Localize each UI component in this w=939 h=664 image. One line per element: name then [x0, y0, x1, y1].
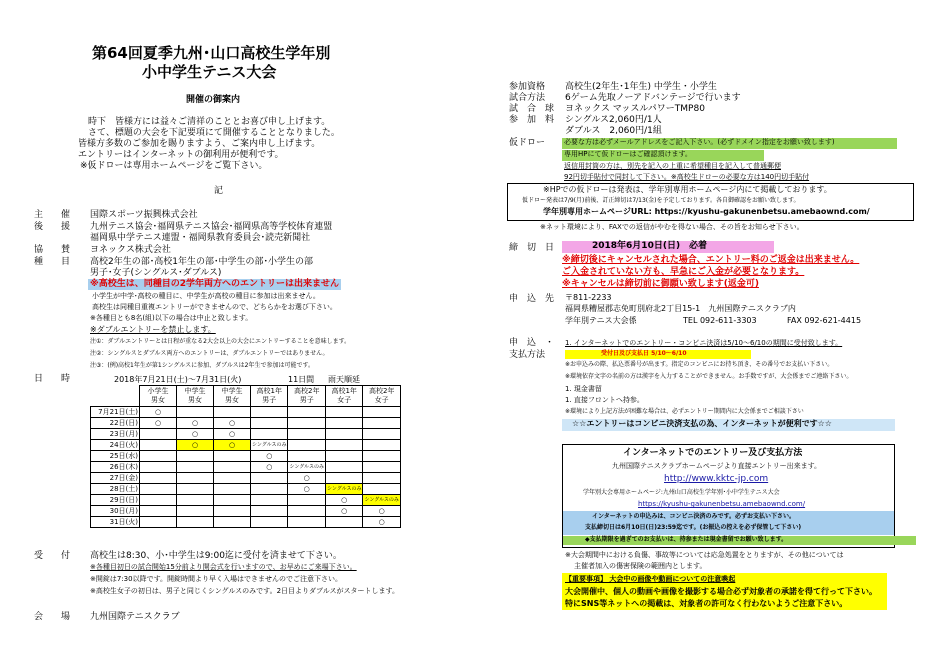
koen-label: 後 援 [34, 222, 71, 232]
schedule-header-gender: 男女 [225, 396, 239, 404]
schedule-cell [251, 429, 288, 440]
pay-line: 1. 現金書留 [565, 385, 602, 393]
schedule-cell [251, 506, 288, 517]
reception-line: ※高校生女子の初日は、男子と同じくシングルスのみです。2日目よりダブルスがスタートします。 [90, 587, 399, 595]
schedule-cell [288, 495, 325, 506]
draw-label: 仮ドロー [509, 138, 546, 148]
schedule-cell: ○ [288, 473, 325, 484]
net-title: インターネットでのエントリー及び支払方法 [623, 448, 803, 458]
ki-heading: 記 [214, 186, 224, 196]
schedule-cell [140, 517, 177, 528]
schedule-cell [325, 451, 362, 462]
subtitle: 開催の御案内 [186, 95, 241, 105]
schedule-cell [251, 473, 288, 484]
schedule-cell [177, 495, 214, 506]
fee-value: シングルス2,060円/1人 [565, 115, 662, 125]
schedule-cell: ○ [363, 506, 400, 517]
pay-line: ※お申込みの際、払込票番号が出ます。指定のコンビニにお持ち頂き、その番号でお支払い下さい。 [565, 361, 834, 368]
schedule-cell [214, 506, 251, 517]
events-note: 注②：シングルスとダブルス両方へのエントリーは、ダブルエントリーではありません。 [90, 350, 329, 357]
schedule-cell: シングルスのみ [363, 495, 400, 506]
schedule-cell [363, 462, 400, 473]
hp-box-line: ※HPでの仮ドローは発表は、学年別専用ホームページ内にて掲載しております。 [543, 185, 832, 194]
schedule-cell [325, 462, 362, 473]
schedule-cell [140, 429, 177, 440]
schedule-cell [363, 429, 400, 440]
events-line: 高校2年生の部･高校1年生の部･中学生の部･小学生の部 [90, 257, 313, 267]
apply-label: 申 込 先 [509, 294, 555, 304]
schedule-cell [140, 506, 177, 517]
fee-value: ダブルス 2,060円/1組 [565, 126, 662, 136]
schedule-date: 31日(火) [91, 517, 140, 528]
schedule-cell [177, 473, 214, 484]
deadline-label: 締 切 日 [509, 243, 555, 253]
hp-note: ※ネット環境により、FAXでの返信がやむを得ない場合、その旨をお知らせ下さい。 [540, 223, 804, 231]
table-row [91, 484, 401, 495]
schedule-header-cell [288, 386, 325, 407]
schedule-cell [363, 407, 400, 418]
schedule-cell: ○ [214, 440, 251, 451]
schedule-cell [288, 418, 325, 429]
venue-value: 九州国際テニスクラブ [90, 612, 180, 622]
title-line1: 第64回夏季九州･山口高校生学年別 [92, 44, 331, 62]
schedule-cell: ○ [251, 451, 288, 462]
schedule-corner [91, 386, 140, 407]
schedule-cell [140, 451, 177, 462]
events-note: ※各種目とも8名(組)以下の場合は中止と致します。 [90, 314, 253, 322]
schedule-cell: ○ [325, 506, 362, 517]
schedule-date: 7月21日(土) [91, 407, 140, 418]
schedule-cell [177, 517, 214, 528]
pay-line: 1. 直接フロントへ持参。 [565, 396, 644, 404]
schedule-cell: ○ [288, 484, 325, 495]
schedule-date: 26日(木) [91, 462, 140, 473]
table-row [91, 517, 401, 528]
apply-zip: 〒811-2233 [565, 293, 612, 302]
greeting-line: 時下 皆様方には益々ご清祥のこととお喜び申し上げます。 [88, 117, 331, 127]
schedule-time: 11日間 [288, 375, 315, 384]
events-warning: ※高校生は、同種目の2学年両方へのエントリーは出来ません [90, 279, 340, 289]
schedule-date: 22日(日) [91, 418, 140, 429]
schedule-header-row [91, 386, 401, 407]
schedule-cell [214, 451, 251, 462]
pay-period: 受付日及び支払日 5/10〜6/10 [565, 350, 751, 359]
schedule-header-grade: 高校2年 [293, 387, 320, 395]
insurance-line: ※大会期間中における負傷、事故等については応急処置をとりますが、その他については [565, 551, 844, 559]
schedule-cell [325, 407, 362, 418]
greeting-line: エントリーはインターネットの御利用が便利です。 [78, 150, 284, 160]
eligibility-value: 高校生(2年生･1年生) 中学生・小学生 [565, 82, 717, 92]
schedule-cell [288, 429, 325, 440]
schedule-cell: ○ [214, 429, 251, 440]
schedule-cell [177, 451, 214, 462]
pay-label: 申 込 ・ [509, 338, 555, 348]
events-line: 男子･女子(シングルス･ダブルス) [90, 268, 222, 278]
draw-line: 返信用封筒の方は、別先を記入の上重に希望種目を記入して普通郵便 [564, 162, 781, 170]
kyosan-label: 協 賛 [34, 245, 71, 255]
schedule-label: 日 時 [34, 374, 71, 384]
schedule-cell [251, 495, 288, 506]
title-line2: 小中学生テニス大会 [142, 63, 277, 81]
schedule-header-gender: 男女 [188, 396, 202, 404]
schedule-cell [325, 429, 362, 440]
table-row [91, 429, 401, 440]
schedule-header-gender: 男女 [151, 396, 165, 404]
schedule-header-cell [177, 386, 214, 407]
schedule-cell: シングルスのみ [288, 462, 325, 473]
kyosan-value: ヨネックス株式会社 [90, 245, 171, 255]
schedule-cell [214, 517, 251, 528]
shusai-label: 主 催 [34, 210, 71, 220]
schedule-cell [288, 407, 325, 418]
schedule-date: 29日(日) [91, 495, 140, 506]
hp-box-url[interactable]: 学年別専用ホームページURL: https://kyushu-gakunenbetsu.amebaownd.com/ [543, 207, 870, 216]
schedule-cell [251, 407, 288, 418]
table-row [91, 495, 401, 506]
schedule-cell [214, 484, 251, 495]
apply-fax: FAX 092-621-4415 [787, 316, 862, 325]
schedule-cell [363, 473, 400, 484]
net-line: ◆支払期限を過ぎてのお支払いは、持参または現金書留でお願い致します。 [563, 536, 916, 545]
schedule-cell: シングルスのみ [251, 440, 288, 451]
net-line: インターネットの申込みは、コンビニ決済のみです。必ずお支払い下さい。 [592, 513, 795, 520]
schedule-cell [325, 418, 362, 429]
schedule-cell [363, 484, 400, 495]
net-line: 九州国際テニスクラブホームページより直接エントリー出来ます。 [612, 462, 822, 470]
apply-address: 福岡県糟屋郡志免町別府北2丁目15-1 九州国際テニスクラブ内 [565, 304, 796, 313]
events-note: 注①：ダブルエントリーとは日程が重なる2大会以上の大会にエントリーすることを意味します。 [90, 338, 351, 345]
schedule-date: 24日(火) [91, 440, 140, 451]
draw-line: 専用HPにて仮ドローはご確認頂けます。 [562, 150, 764, 161]
schedule-cell [177, 462, 214, 473]
reception-line: 高校生は8:30、小･中学生は9:00迄に受付を済ませて下さい。 [90, 551, 342, 561]
schedule-header-gender: 女子 [337, 396, 352, 404]
schedule-cell: ○ [140, 418, 177, 429]
schedule-header-grade: 高校1年 [331, 387, 357, 395]
format-value: 6ゲーム先取ノーアドバンテージで行います [565, 93, 741, 103]
star-banner: ☆☆エントリーはコンビニ決済支払の為、インターネットが便利です☆☆ [562, 419, 895, 431]
schedule-cell: ○ [251, 462, 288, 473]
table-row [91, 462, 401, 473]
schedule-header-gender: 男子 [262, 396, 277, 404]
schedule-cell: ○ [177, 429, 214, 440]
schedule-header-grade: 中学生 [221, 387, 243, 395]
schedule-cell: ○ [214, 418, 251, 429]
schedule-cell [140, 440, 177, 451]
pay-label: 支払方法 [509, 350, 546, 360]
schedule-cell [251, 418, 288, 429]
schedule-date: 28日(土) [91, 484, 140, 495]
schedule-cell [214, 495, 251, 506]
eligibility-label: 参加資格 [509, 82, 546, 92]
schedule-cell [177, 484, 214, 495]
greeting-line: ※仮ドローは専用ホームページをご覧下さい。 [80, 161, 268, 171]
schedule-header-grade: 高校2年 [368, 387, 395, 395]
schedule-cell [363, 451, 400, 462]
schedule-cell [363, 440, 400, 451]
schedule-cell [251, 517, 288, 528]
ball-value: ヨネックス マッスルパワーTMP80 [565, 104, 705, 114]
koen-value: 福岡県中学テニス連盟・福岡県教育委員会･読売新聞社 [90, 233, 311, 243]
shusai-value: 国際スポーツ振興株式会社 [90, 210, 198, 220]
events-note: 高校生は同種目重複エントリーができませんので、どちらかをお選び下さい。 [92, 303, 337, 311]
reception-line: ※開錠は7:30以降です。開錠時間より早く入場はできませんのでご注意下さい。 [90, 575, 343, 583]
schedule-table [90, 385, 401, 528]
net-url-link[interactable]: http://www.kktc-jp.com [664, 474, 769, 484]
schedule-header-cell [140, 386, 177, 407]
table-row [91, 440, 401, 451]
schedule-cell: ○ [363, 517, 400, 528]
events-note: 小学生が中学･高校の種目に、中学生が高校の種目に参加は出来ません。 [92, 292, 320, 300]
schedule-table-wrap [90, 385, 401, 528]
hp-box-line: 仮ドロー発表は7/9(月)前後、訂正締切は7/13(金)を予定しております。各自御確認をお願い致します。 [522, 197, 800, 204]
table-row [91, 473, 401, 484]
schedule-cell [325, 517, 362, 528]
pay-line: ※環境により上記方法が困難な場合は、必ずエントリー期間内に大会係までご相談下さい [565, 408, 804, 415]
schedule-cell [140, 484, 177, 495]
net-url2-link[interactable]: https://kyushu-gakunenbetsu.amebaownd.com/ [638, 500, 806, 508]
schedule-cell [251, 484, 288, 495]
draw-line: 92円切手貼付で同封して下さい。※高校生ドローの必要な方は140円切手貼付 [564, 173, 810, 181]
schedule-date: 25日(水) [91, 451, 140, 462]
deadline-note: ※キャンセルは締切前に御願い致します(返金可) [562, 279, 759, 289]
deadline-note: ※締切後にキャンセルされた場合、エントリー料のご返金は出来ません。 [562, 255, 860, 265]
apply-office: 学年別テニス大会係 [565, 316, 637, 325]
fee-label: 参 加 料 [509, 115, 555, 125]
schedule-header-grade: 小学生 [147, 387, 169, 395]
events-note: ※ダブルエントリーを禁止します。 [90, 325, 216, 334]
format-label: 試合方法 [509, 93, 546, 103]
schedule-cell [325, 473, 362, 484]
schedule-header-grade: 高校1年 [256, 387, 282, 395]
venue-label: 会 場 [34, 612, 71, 622]
reception-line: ※各種目初日の試合開始15分前より開会式を行いますので、お早めにご来場下さい。 [90, 563, 357, 571]
schedule-cell [363, 418, 400, 429]
schedule-header-cell [214, 386, 251, 407]
table-row [91, 407, 401, 418]
schedule-cell: ○ [177, 418, 214, 429]
schedule-cell [288, 440, 325, 451]
net-line: 学年別大会専用ホームページ:九州山口高校生学年別･小中学生テニス大会 [583, 489, 780, 496]
schedule-cell [214, 407, 251, 418]
schedule-cell [214, 473, 251, 484]
schedule-cell [288, 506, 325, 517]
schedule-cell [177, 506, 214, 517]
greeting-line: さて、標題の大会を下記要項にて開催することとなりました。 [88, 128, 340, 138]
schedule-header-gender: 女子 [374, 396, 389, 404]
deadline-value: 2018年6月10日(日) 必着 [562, 241, 774, 253]
schedule-header-cell [363, 386, 400, 407]
table-row [91, 506, 401, 517]
table-row [91, 451, 401, 462]
events-label: 種 目 [34, 257, 71, 267]
table-row [91, 418, 401, 429]
pay-line: ※環境依存文字の名前の方は漢字を入力することができません。お手数ですが、大会係までご連絡下さい。 [565, 373, 853, 380]
schedule-cell [140, 462, 177, 473]
schedule-period: 2018年7月21日(土)〜7月31日(火) [114, 375, 242, 384]
koen-value: 九州テニス協会･福岡県テニス協会･福岡県高等学校体育連盟 [90, 222, 333, 232]
schedule-header-cell [251, 386, 288, 407]
deadline-note: ご入金されていない方も、早急にご入金が必要となります。 [562, 267, 805, 277]
greeting-line: 皆様方多数のご参加を賜りますよう、ご案内申し上げます。 [78, 139, 321, 149]
photo-notice-head: 【重要事項】 大会中の画像や動画についての注意喚起 [565, 575, 736, 583]
schedule-cell [325, 440, 362, 451]
schedule-cell: ○ [140, 407, 177, 418]
schedule-cell [140, 473, 177, 484]
photo-notice-line: 大会開催中、個人の動画や画像を撮影する場合必ず対象者の承諾を得て行って下さい。 [565, 587, 877, 596]
schedule-cell [288, 517, 325, 528]
schedule-date: 30日(月) [91, 506, 140, 517]
events-note: 注③：(例)高校1年生が第1シングルスに参加、ダブルスは2年生で参加は可能です。 [90, 362, 314, 369]
schedule-cell [288, 451, 325, 462]
schedule-cell: シングルスのみ [325, 484, 362, 495]
schedule-date: 27日(金) [91, 473, 140, 484]
draw-line: 必要な方は必ずメールアドレスをご記入下さい。(必ずドメイン指定をお願い致します) [562, 138, 897, 149]
schedule-rain: 雨天順延 [328, 375, 360, 384]
schedule-cell [214, 462, 251, 473]
insurance-line: 主催者加入の傷害保険の範囲内とします。 [574, 562, 707, 570]
schedule-cell [177, 407, 214, 418]
ball-label: 試 合 球 [509, 104, 555, 114]
reception-label: 受 付 [34, 551, 71, 561]
schedule-cell [140, 495, 177, 506]
schedule-header-grade: 中学生 [184, 387, 206, 395]
schedule-cell: ○ [177, 440, 214, 451]
net-line: 支払締切日は6月10日(日)23:59迄です。(お振込の控えを必ず保管して下さい) [585, 524, 802, 531]
pay-line: 1. インターネットでのエントリー・コンビニ決済は5/10〜6/10の期間に受付致します。 [565, 339, 843, 347]
photo-notice-line: 特にSNS等ネットへの掲載は、対象者の許可なく行わないようご注意下さい。 [565, 599, 848, 608]
schedule-header-cell [325, 386, 362, 407]
schedule-date: 23日(月) [91, 429, 140, 440]
apply-tel: TEL 092-611-3303 [683, 316, 757, 325]
schedule-cell: ○ [325, 495, 362, 506]
schedule-header-gender: 男子 [299, 396, 314, 404]
